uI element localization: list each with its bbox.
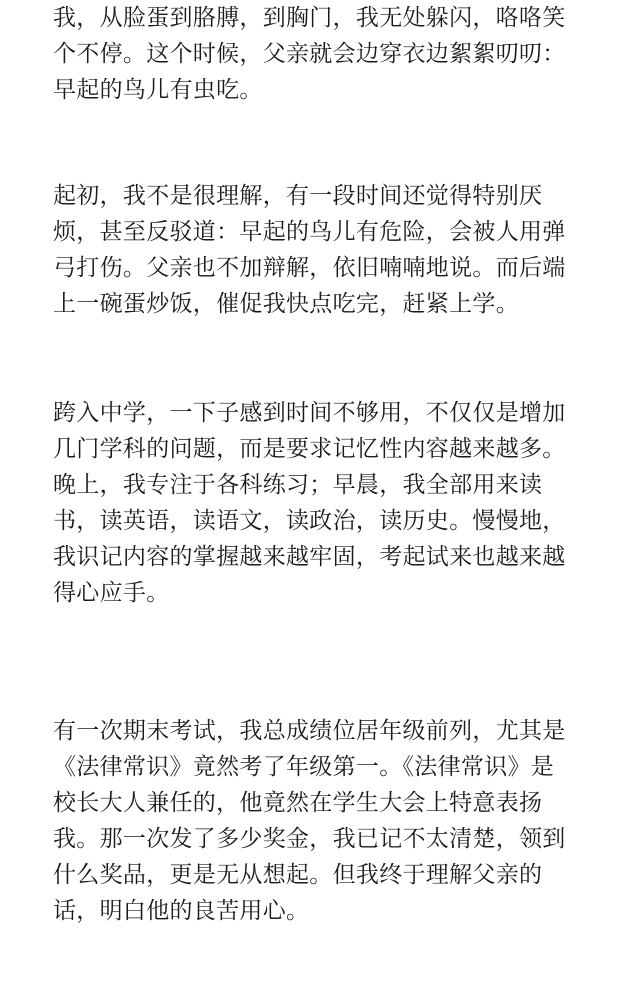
paragraph-3 (53, 395, 593, 611)
text-line: 起初，我不是很理解，有一段时间还觉得特别厌 (53, 183, 543, 209)
text-line: 我识记内容的掌握越来越牢固，考起试来也越来越 (53, 544, 566, 570)
paragraph-2 (53, 178, 593, 322)
text-line: 什么奖品，更是无从想起。但我终于理解父亲的 (53, 862, 543, 888)
text-line: 《法律常识》竟然考了年级第一。《法律常识》是 (53, 754, 555, 780)
text-line: 弓打伤。父亲也不加辩解，依旧喃喃地说。而后端 (53, 255, 566, 281)
text-line: 烦，甚至反驳道：早起的鸟儿有危险，会被人用弹 (53, 219, 566, 245)
text-line: 书，读英语，读语文，读政治，读历史。慢慢地， (53, 508, 566, 534)
text-line: 有一次期末考试，我总成绩位居年级前列，尤其是 (53, 718, 566, 744)
text-line: 几门学科的问题，而是要求记忆性内容越来越多。 (53, 436, 566, 462)
text-line: 校长大人兼任的，他竟然在学生大会上特意表扬 (53, 790, 543, 816)
text-line: 上一碗蛋炒饭，催促我快点吃完，赶紧上学。 (53, 291, 519, 317)
text-line: 早起的鸟儿有虫吃。 (53, 77, 263, 103)
text-line: 晚上，我专注于各科练习；早晨，我全部用来读 (53, 472, 543, 498)
text-line: 我。那一次发了多少奖金，我已记不太清楚，领到 (53, 826, 566, 852)
text-line: 个不停。这个时候，父亲就会边穿衣边絮絮叨叨： (53, 41, 566, 67)
text-line: 跨入中学，一下子感到时间不够用，不仅仅是增加 (53, 400, 566, 426)
text-line: 话，明白他的良苦用心。 (53, 898, 310, 924)
text-line: 得心应手。 (53, 580, 170, 606)
paragraph-4 (53, 713, 593, 929)
text-line: 我，从脸蛋到胳膊，到胸门，我无处躲闪，咯咯笑 (53, 5, 566, 31)
paragraph-1 (53, 0, 593, 108)
